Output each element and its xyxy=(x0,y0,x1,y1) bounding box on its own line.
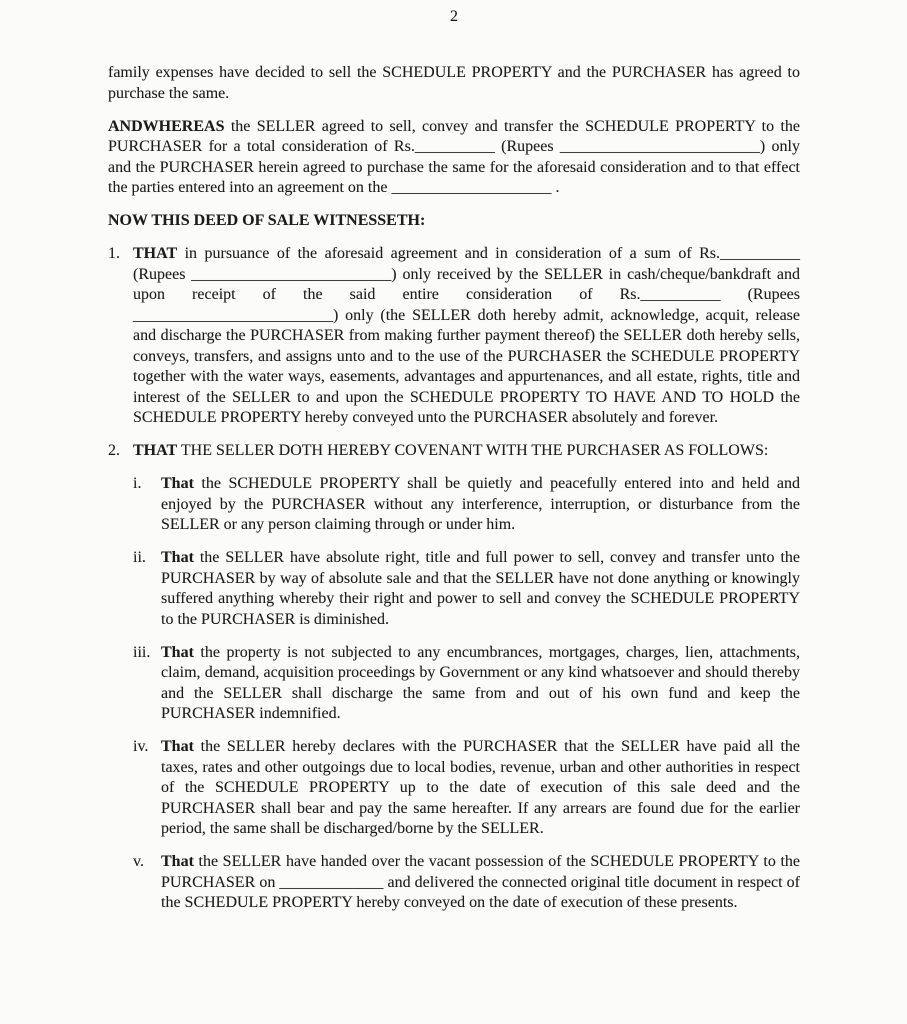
numbered-item-2 xyxy=(108,441,800,462)
covenant-item-iii-body: the property is not subjected to any encumbrances, mortgages, charges, lien, attachments, claim, demand, acquisition proceedings by Government or any kind whatsoever and should thereby and the SELLER shall discharge the same from and out of his own fund and keep the PURCHASER indemnified. xyxy=(161,643,800,722)
covenant-item-iii-keyword: That xyxy=(161,643,194,661)
covenant-item-iii-text xyxy=(161,643,800,725)
document-content xyxy=(108,63,800,926)
covenant-item-iv xyxy=(133,737,800,840)
covenant-item-i-marker: i. xyxy=(133,475,142,492)
covenant-item-iii-marker: iii. xyxy=(133,643,151,661)
numbered-item-2-marker: 2. xyxy=(108,442,120,459)
witnesseth-heading: NOW THIS DEED OF SALE WITNESSETH: xyxy=(108,212,426,229)
covenant-item-iv-text xyxy=(161,737,800,840)
numbered-item-2-body: THE SELLER DOTH HEREBY COVENANT WITH THE PURCHASER AS FOLLOWS: xyxy=(177,442,769,459)
covenant-item-ii-text xyxy=(161,548,800,630)
covenant-item-ii-keyword: That xyxy=(161,549,194,566)
numbered-item-1-text xyxy=(133,244,800,429)
covenant-item-iv-marker: iv. xyxy=(133,738,149,755)
page-number: 2 xyxy=(450,8,458,25)
covenant-item-iv-keyword: That xyxy=(161,738,194,755)
covenant-item-v-keyword: That xyxy=(161,853,194,870)
numbered-item-1-body: in pursuance of the aforesaid agreement and in consideration of a sum of Rs.__________ (Rupees _________________________) only received by the SELLER in cash/cheque/bankdraft and upon receipt of the said entire consideration of Rs.__________ (Rupees _________________________) only (the SELLER doth hereby admit, acknowledge, acquit, release and discharge the PURCHASER from making further payment thereof) the SELLER doth hereby sells, conveys, transfers, and assigns unto and to the use of the PURCHASER the SCHEDULE PROPERTY together with the water ways, easements, advantages and appurtenances, and all estate, rights, title and interest of the SELLER to and upon the SCHEDULE PROPERTY TO HAVE AND TO HOLD the SCHEDULE PROPERTY hereby conveyed unto the PURCHASER absolutely and forever. xyxy=(133,245,800,426)
covenant-item-v xyxy=(133,852,800,914)
andwhereas-keyword: ANDWHEREAS xyxy=(108,117,225,135)
numbered-item-1-marker: 1. xyxy=(108,245,120,262)
covenant-item-ii xyxy=(133,548,800,630)
covenant-item-v-body: the SELLER have handed over the vacant possession of the SCHEDULE PROPERTY to the PURCHASER on _____________ and delivered the connected original title document in respect of the SCHEDULE PROPERTY hereby conveyed on the date of execution of these presents. xyxy=(161,853,800,911)
covenant-item-i-keyword: That xyxy=(161,475,194,492)
covenant-item-iii xyxy=(133,643,800,725)
covenant-item-iv-body: the SELLER hereby declares with the PURCHASER that the SELLER have paid all the taxes, rates and other outgoings due to local bodies, revenue, urban and other authorities in respect of the SCHEDULE PROPERTY up to the date of execution of this sale deed and the PURCHASER shall bear and pay the same hereafter. If any arrears are found due for the earlier period, the same shall be discharged/borne by the SELLER. xyxy=(161,738,800,837)
covenant-item-i-text xyxy=(161,474,800,536)
intro-paragraph-text: family expenses have decided to sell the SCHEDULE PROPERTY and the PURCHASER has agreed to purchase the same. xyxy=(108,64,800,102)
numbered-item-2-text xyxy=(133,441,800,462)
covenant-item-v-marker: v. xyxy=(133,853,144,870)
andwhereas-paragraph-text: the SELLER agreed to sell, convey and transfer the SCHEDULE PROPERTY to the PURCHASER for a total consideration of Rs.__________ (Rupees _________________________) only and the PURCHASER herein agreed to purchase the same for the aforesaid consideration and to that effect the parties entered into an agreement on the ____________________ . xyxy=(108,117,800,196)
numbered-item-1-keyword: THAT xyxy=(133,245,178,262)
numbered-item-1 xyxy=(108,244,800,429)
covenant-item-i xyxy=(133,474,800,536)
andwhereas-paragraph xyxy=(108,117,800,199)
covenant-item-i-body: the SCHEDULE PROPERTY shall be quietly and peacefully entered into and held and enjoyed by the PURCHASER without any interference, interruption, or disturbance from the SELLER or any person claiming through or under him. xyxy=(161,475,800,533)
covenant-item-ii-body: the SELLER have absolute right, title and full power to sell, convey and transfer unto the PURCHASER by way of absolute sale and that the SELLER have not done anything or knowingly suffered anything whereby their right and power to sell and convey the SCHEDULE PROPERTY to the PURCHASER is diminished. xyxy=(161,549,800,628)
numbered-item-2-keyword: THAT xyxy=(133,442,178,459)
intro-paragraph xyxy=(108,63,800,104)
covenant-item-v-text xyxy=(161,852,800,914)
covenant-list xyxy=(133,474,800,914)
covenant-item-ii-marker: ii. xyxy=(133,549,146,566)
